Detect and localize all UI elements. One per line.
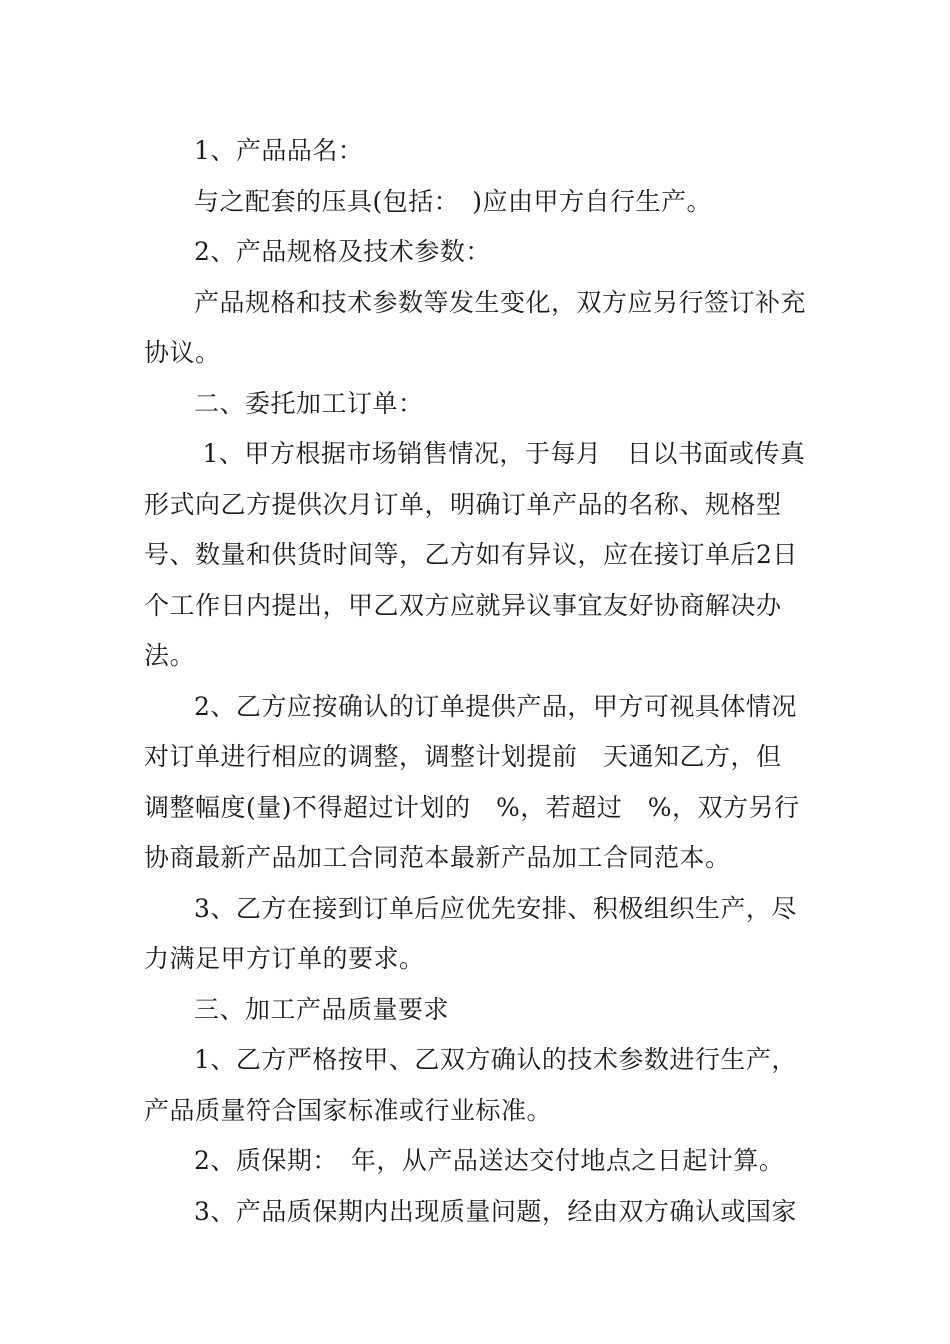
paragraph-order-1: 1、甲方根据市场销售情况，于每月 日以书面或传真形式向乙方提供次月订单，明确订单产品的名称、规格型号、数量和供货时间等，乙方如有异议，应在接订单后2日个工作日内提出，甲乙双方应就异议事宜友好协商解决办法。 — [144, 439, 806, 670]
paragraph-order-2: 2、乙方应按确认的订单提供产品，甲方可视具体情况对订单进行相应的调整，调整计划提前 天通知乙方，但调整幅度(量)不得超过计划的 %，若超过 %，双方另行协商最新产品加工合同范本最新产品加工合同范本。 — [144, 691, 800, 872]
paragraph-product-name: 1、产品品名： — [194, 136, 364, 165]
paragraph-spec-heading: 2、产品规格及技术参数： — [194, 237, 491, 266]
section-heading-quality: 三、加工产品质量要求 — [194, 994, 450, 1024]
paragraph-spec-change: 产品规格和技术参数等发生变化，双方应另行签订补充协议。 — [144, 287, 807, 367]
paragraph-order-3: 3、乙方在接到订单后应优先安排、积极组织生产，尽力满足甲方订单的要求。 — [144, 893, 797, 973]
paragraph-press-tools: 与之配套的压具(包括： )应由甲方自行生产。 — [194, 186, 713, 216]
section-heading-orders: 二、委托加工订单： — [194, 388, 424, 418]
paragraph-quality-1: 1、乙方严格按甲、乙双方确认的技术参数进行生产，产品质量符合国家标准或行业标准。 — [144, 1045, 797, 1125]
paragraph-warranty: 2、质保期： 年，从产品送达交付地点之日起计算。 — [194, 1146, 785, 1175]
document-body — [144, 126, 806, 1237]
paragraph-quality-3: 3、产品质保期内出现质量问题，经由双方确认或国家 — [194, 1196, 797, 1226]
